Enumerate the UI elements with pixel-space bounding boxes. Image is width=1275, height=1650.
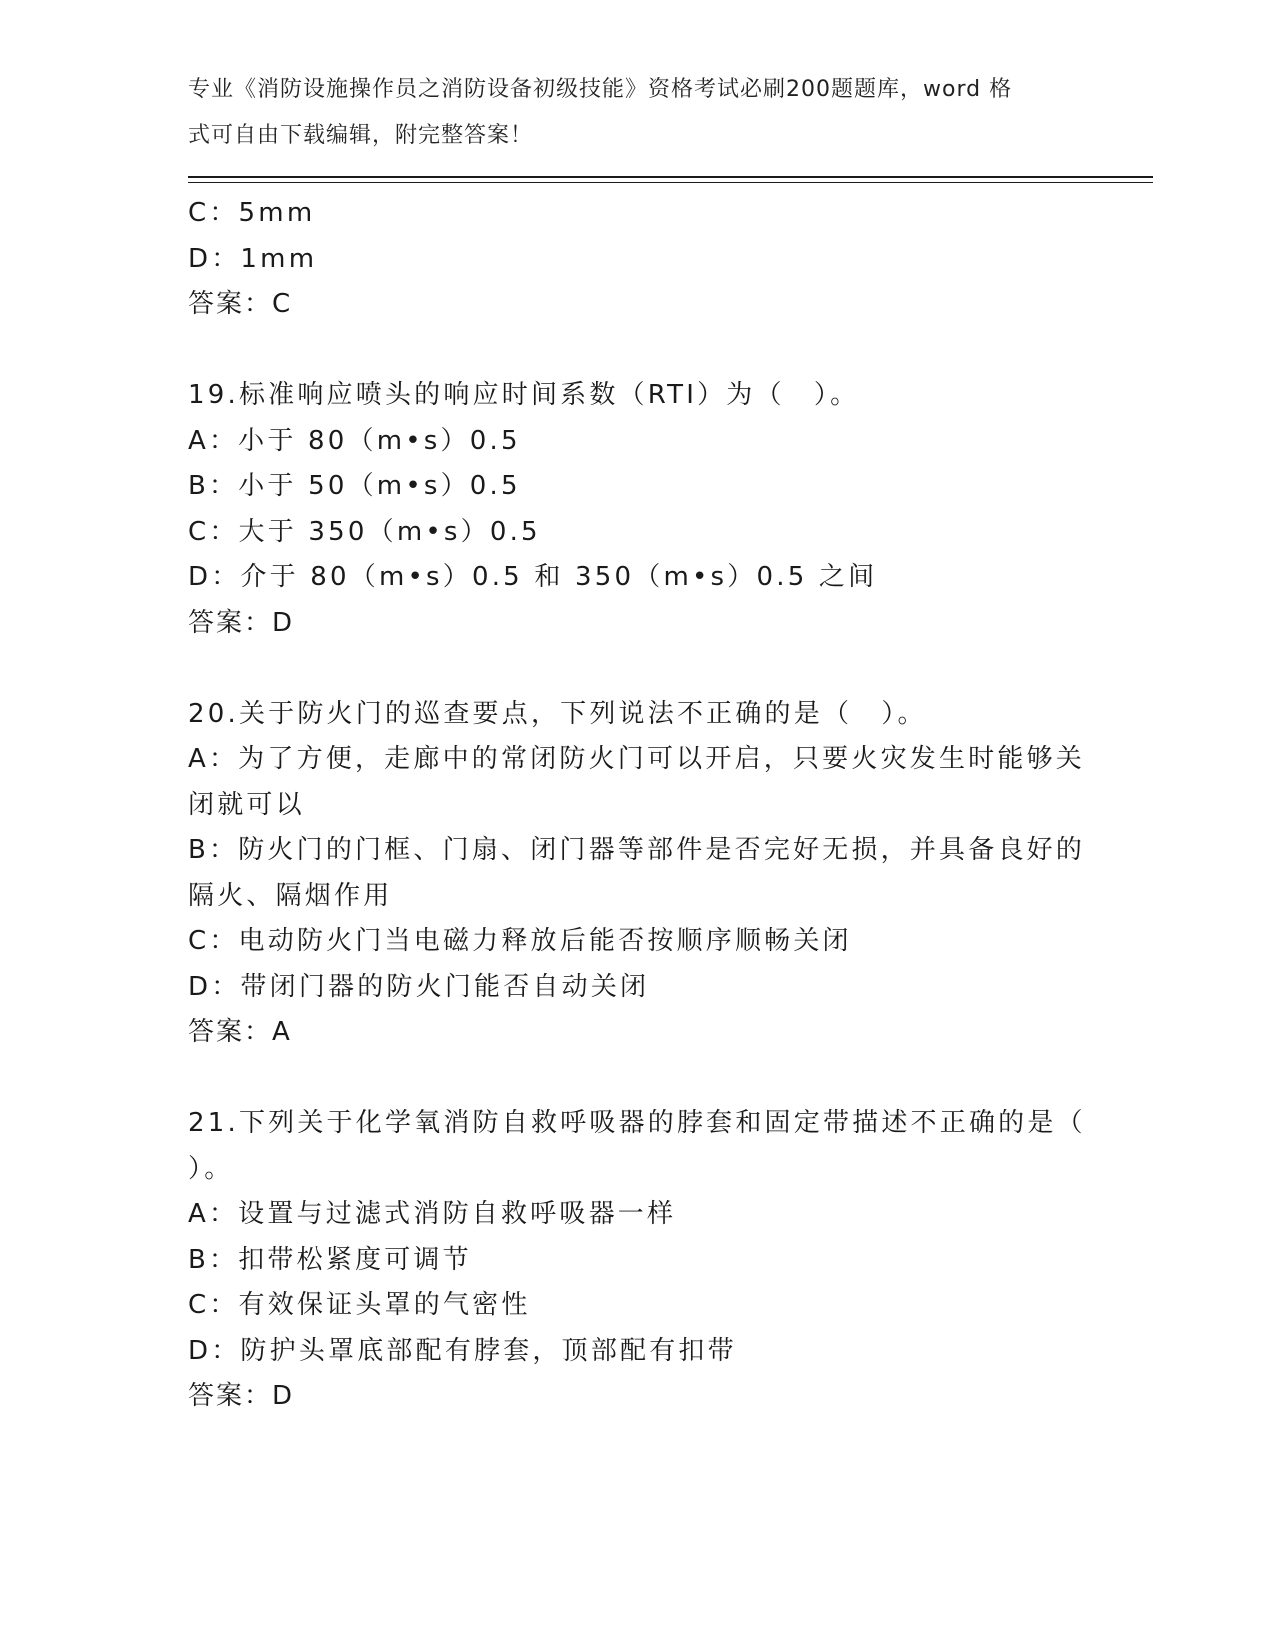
header-line-1: 专业《消防设施操作员之消防设备初级技能》资格考试必刷200题题库，word 格 xyxy=(188,77,1013,102)
option-line-continued: 隔火、隔烟作用 xyxy=(188,880,393,911)
option-line: C：大于 350（m•s）0.5 xyxy=(188,516,541,547)
spacer xyxy=(188,646,1088,692)
answer-line: 答案：A xyxy=(188,1017,292,1047)
option-line: B：扣带松紧度可调节 xyxy=(188,1244,472,1275)
option-line: B：防火门的门框、门扇、闭门器等部件是否完好无损，并具备良好的 xyxy=(188,835,1086,865)
question-20 xyxy=(188,692,1088,1056)
question-stem-continued: ）。 xyxy=(188,1153,234,1184)
option-line: C：电动防火门当电磁力释放后能否按顺序顺畅关闭 xyxy=(188,926,852,956)
document-body xyxy=(188,191,1088,1420)
question-stem: 21.下列关于化学氧消防自救呼吸器的脖套和固定带描述不正确的是（ xyxy=(188,1108,1086,1138)
header-divider-thin xyxy=(188,182,1153,183)
option-line: D：介于 80（m•s）0.5 和 350（m•s）0.5 之间 xyxy=(188,562,878,592)
question-18-tail xyxy=(188,191,1088,328)
option-line: C：有效保证头罩的气密性 xyxy=(188,1290,531,1320)
question-stem: 20.关于防火门的巡查要点，下列说法不正确的是（ ）。 xyxy=(188,698,927,729)
option-line: D：防护头罩底部配有脖套，顶部配有扣带 xyxy=(188,1335,737,1366)
option-line: B：小于 50（m•s）0.5 xyxy=(188,471,521,501)
answer-line: 答案：D xyxy=(188,1381,295,1411)
header-divider-thick xyxy=(188,176,1153,178)
question-21 xyxy=(188,1101,1088,1420)
question-19 xyxy=(188,373,1088,646)
option-line: A：小于 80（m•s）0.5 xyxy=(188,425,521,456)
option-line: D：带闭门器的防火门能否自动关闭 xyxy=(188,971,650,1002)
option-line: D：1mm xyxy=(188,243,318,274)
page-header xyxy=(188,74,1068,165)
option-line-continued: 闭就可以 xyxy=(188,789,305,820)
answer-line: 答案：D xyxy=(188,607,295,638)
spacer xyxy=(188,328,1088,374)
option-line: A：设置与过滤式消防自救呼吸器一样 xyxy=(188,1199,677,1229)
spacer xyxy=(188,1056,1088,1102)
answer-line: 答案：C xyxy=(188,289,293,319)
question-stem: 19.标准响应喷头的响应时间系数（RTI）为（ ）。 xyxy=(188,380,860,410)
option-line: A：为了方便，走廊中的常闭防火门可以开启，只要火灾发生时能够关 xyxy=(188,744,1085,774)
option-line: C：5mm xyxy=(188,198,316,228)
header-line-2: 式可自由下载编辑，附完整答案！ xyxy=(188,122,534,148)
